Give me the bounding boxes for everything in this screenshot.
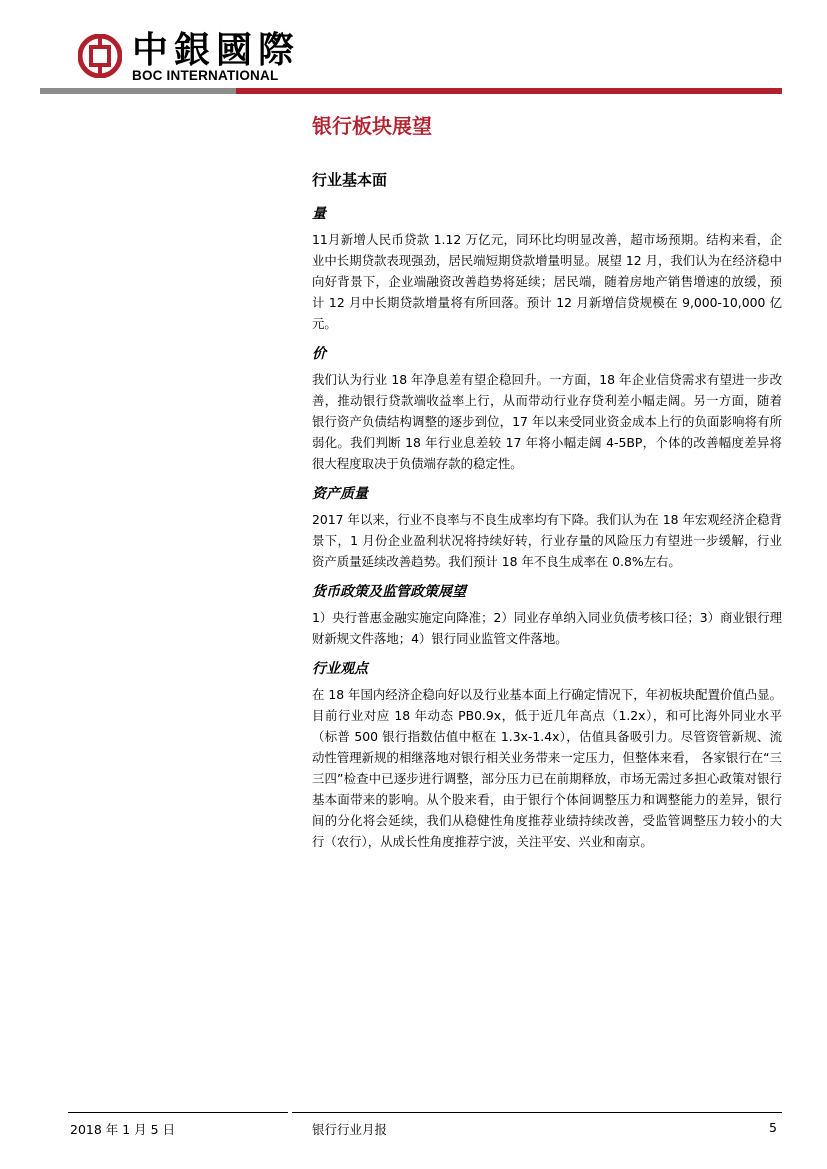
block-paragraph: 1）央行普惠金融实施定向降准；2）同业存单纳入同业负债考核口径；3）商业银行理财新规文件落地；4）银行同业监管文件落地。 xyxy=(312,610,782,646)
main-content xyxy=(312,112,782,862)
block-paragraph: 在 18 年国内经济企稳向好以及行业基本面上行确定情况下，年初板块配置价值凸显。目前行业对应 18 年动态 PB0.9x，低于近几年高点（1.2x），和可比海外同业水平（标普 500 银行指数估值中枢在 1.3x-1.4x），估值具备吸引力。尽管资管新规、流动性管理新规的相继落地对银行相关业务带来一定压力，但整体来看， 各家银行在“三三四”检查中已逐步进行调整，部分压力已在前期释放，市场无需过多担心政策对银行基本面带来的影响。从个股来看，由于银行个体间调整压力和调整能力的差异，银行间的分化将会延续，我们从稳健性角度推荐业绩持续改善，受监管调整压力较小的大行（农行），从成长性角度推荐宁波，关注平安、兴业和南京。 xyxy=(312,687,782,849)
page-number: 5 xyxy=(769,1120,777,1135)
logo-english-name: BOC INTERNATIONAL xyxy=(132,68,279,83)
section-heading: 行业基本面 xyxy=(312,171,388,189)
footer-report-title: 银行行业月报 xyxy=(312,1122,388,1137)
block-volume xyxy=(312,204,782,334)
block-paragraph: 2017 年以来，行业不良率与不良生成率均有下降。我们认为在 18 年宏观经济企稳背景下，1 月份企业盈利状况将持续好转，行业存量的风险压力有望进一步缓解，行业资产质量延续改善趋势。我们预计 18 年不良生成率在 0.8%左右。 xyxy=(312,512,782,569)
footer-date: 2018 年 1 月 5 日 xyxy=(70,1122,176,1137)
page-title: 银行板块展望 xyxy=(312,114,432,138)
footer-rule-left xyxy=(68,1112,288,1113)
block-asset-quality xyxy=(312,484,782,572)
block-heading: 量 xyxy=(312,206,326,222)
footer-rule-right xyxy=(292,1112,782,1113)
header-rule-gray xyxy=(40,88,236,94)
block-policy-outlook xyxy=(312,582,782,649)
block-heading: 行业观点 xyxy=(312,661,368,677)
block-price xyxy=(312,344,782,474)
block-industry-view xyxy=(312,659,782,852)
block-paragraph: 我们认为行业 18 年净息差有望企稳回升。一方面，18 年企业信贷需求有望进一步改善，推动银行贷款端收益率上行，从而带动行业存贷利差小幅走阔。另一方面，随着银行资产负债结构调整的逐步到位，17 年以来受同业资金成本上行的负面影响将有所弱化。我们判断 18 年行业息差较 17 年将小幅走阔 4-5BP，个体的改善幅度差异将很大程度取决于负债端存款的稳定性。 xyxy=(312,372,782,471)
boc-logo-icon xyxy=(78,34,122,78)
logo-chinese-name: 中銀國際 xyxy=(132,29,301,71)
block-heading: 资产质量 xyxy=(312,486,368,502)
block-heading: 货币政策及监管政策展望 xyxy=(312,584,466,600)
block-paragraph: 11月新增人民币贷款 1.12 万亿元，同环比均明显改善，超市场预期。结构来看，企业中长期贷款表现强劲，居民端短期贷款增量明显。展望 12 月，我们认为在经济稳中向好背景下，企业端融资改善趋势将延续；居民端，随着房地产销售增速的放缓，预计 12 月中长期贷款增量将有所回落。预计 12 月新增信贷规模在 9,000-10,000 亿元。 xyxy=(312,232,782,331)
block-heading: 价 xyxy=(312,346,326,362)
header-rule-red xyxy=(236,88,782,94)
